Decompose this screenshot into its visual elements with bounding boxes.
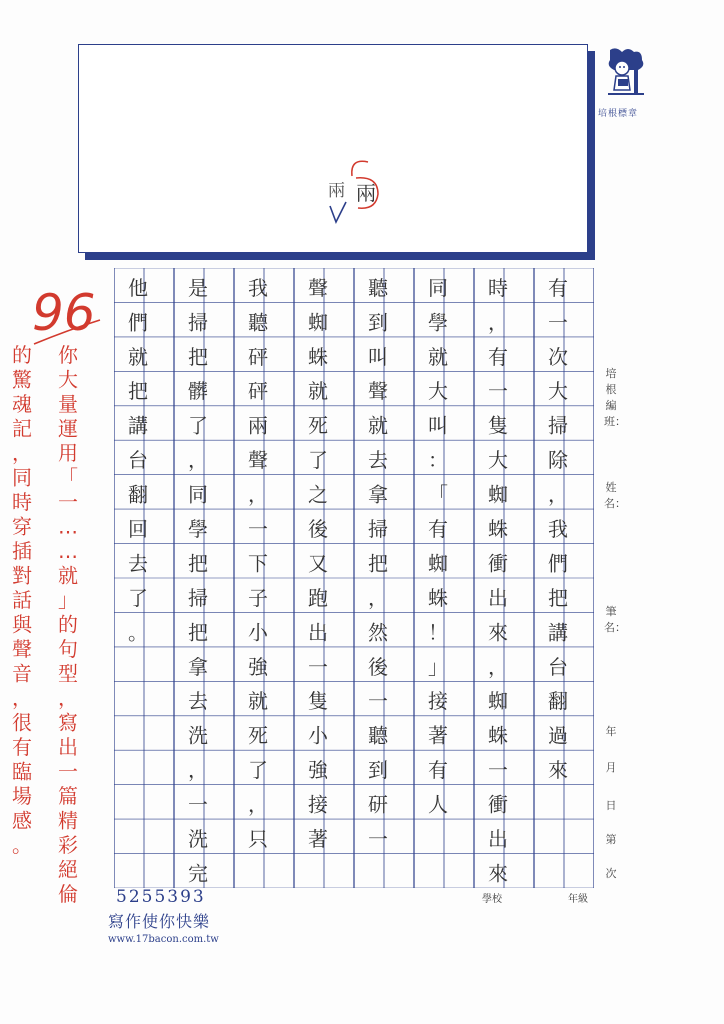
essay-char: 死 bbox=[248, 723, 268, 748]
comment-column bbox=[12, 343, 34, 857]
essay-char: 就 bbox=[128, 344, 148, 369]
essay-char: 他 bbox=[128, 275, 148, 300]
comment-char: 就 bbox=[58, 563, 78, 588]
logo-caption: 培根標章 bbox=[598, 109, 639, 119]
essay-char: 衝 bbox=[488, 792, 508, 817]
essay-char: 完 bbox=[188, 861, 208, 886]
essay-char: 聲 bbox=[368, 379, 388, 404]
comment-char: 句 bbox=[58, 637, 78, 661]
essay-char: 我 bbox=[548, 516, 568, 541]
essay-column bbox=[428, 276, 449, 817]
essay-char: 小 bbox=[308, 723, 328, 748]
essay-char: 一 bbox=[368, 689, 388, 714]
essay-char: 台 bbox=[548, 654, 568, 679]
essay-char: 叫 bbox=[428, 413, 448, 438]
essay-char: 了 bbox=[248, 758, 268, 783]
essay-char: 去 bbox=[188, 689, 208, 714]
comment-char: 運 bbox=[58, 416, 78, 441]
essay-char: 兩 bbox=[248, 413, 268, 438]
essay-char: 洗 bbox=[188, 723, 208, 748]
comment-char: 感 bbox=[12, 808, 32, 833]
date-label-times: 次 bbox=[605, 867, 617, 880]
essay-char: 時 bbox=[488, 275, 508, 300]
essay-char: 掃 bbox=[368, 516, 388, 541]
essay-char: 有 bbox=[428, 758, 448, 783]
essay-char: 髒 bbox=[188, 379, 208, 404]
essay-char: 蜘 bbox=[428, 551, 448, 576]
essay-char: 同 bbox=[428, 275, 448, 300]
essay-char: 只 bbox=[248, 826, 268, 851]
essay-char: 接 bbox=[428, 689, 448, 714]
essay-char: 大 bbox=[428, 379, 448, 404]
essay-char: 把 bbox=[188, 620, 208, 645]
essay-char: 蛛 bbox=[428, 585, 448, 610]
class-label: 培根編班： bbox=[604, 367, 626, 428]
essay-char: ， bbox=[368, 585, 388, 610]
essay-char: ， bbox=[548, 482, 568, 507]
essay-char: 來 bbox=[488, 620, 508, 645]
essay-char: 們 bbox=[548, 551, 568, 576]
essay-char: 出 bbox=[488, 585, 508, 610]
essay-char: 。 bbox=[128, 620, 148, 645]
essay-char: 講 bbox=[548, 620, 568, 645]
essay-char: 接 bbox=[308, 792, 328, 817]
comment-char: 驚 bbox=[12, 367, 32, 392]
essay-char: 有 bbox=[428, 516, 448, 541]
essay-char: ， bbox=[248, 482, 268, 507]
essay-char: ！ bbox=[428, 620, 448, 645]
title-correction bbox=[320, 150, 390, 240]
essay-char: 講 bbox=[128, 413, 148, 438]
essay-char: 除 bbox=[548, 448, 568, 473]
essay-char: 就 bbox=[308, 379, 328, 404]
essay-char: 學 bbox=[188, 516, 208, 541]
essay-char: ： bbox=[428, 448, 448, 473]
comment-char: 絕 bbox=[58, 857, 78, 882]
essay-char: 蛛 bbox=[488, 516, 508, 541]
footer-number: 5255393 bbox=[116, 887, 206, 907]
comment-char: 穿 bbox=[12, 514, 32, 539]
essay-char: 把 bbox=[548, 585, 568, 610]
essay-char: 聽 bbox=[248, 310, 268, 335]
essay-char: 一 bbox=[368, 826, 388, 851]
essay-char: 把 bbox=[188, 344, 208, 369]
comment-char: 插 bbox=[12, 539, 32, 563]
school-label: 學校 bbox=[482, 894, 502, 905]
footer-url: www.17bacon.com.tw bbox=[108, 934, 219, 945]
comment-char: 精 bbox=[58, 808, 78, 833]
comment-char: … bbox=[58, 539, 78, 563]
essay-char: 」 bbox=[428, 654, 448, 679]
comment-char: 與 bbox=[12, 612, 32, 637]
essay-char: 把 bbox=[368, 551, 388, 576]
essay-char: ， bbox=[188, 448, 208, 473]
comment-char: 量 bbox=[58, 392, 78, 416]
essay-char: 台 bbox=[128, 448, 148, 473]
essay-char: ， bbox=[188, 758, 208, 783]
essay-char: 聲 bbox=[308, 275, 328, 300]
essay-column bbox=[248, 276, 269, 851]
boy-reading-tree-logo bbox=[604, 46, 648, 102]
essay-column bbox=[368, 276, 389, 851]
essay-char: 後 bbox=[308, 516, 328, 541]
comment-char: 彩 bbox=[58, 833, 78, 857]
essay-char: 我 bbox=[248, 275, 268, 300]
comment-char: ， bbox=[58, 686, 78, 710]
title-corrected: 兩 bbox=[356, 181, 376, 205]
essay-char: 過 bbox=[548, 723, 568, 748]
comment-char: 。 bbox=[12, 833, 32, 857]
comment-char: 寫 bbox=[58, 710, 78, 735]
essay-char: 砰 bbox=[248, 344, 268, 369]
essay-char: 把 bbox=[128, 379, 148, 404]
comment-char: 大 bbox=[58, 367, 78, 392]
comment-char: ， bbox=[12, 441, 32, 465]
essay-char: 小 bbox=[248, 620, 268, 645]
essay-char: 一 bbox=[308, 654, 328, 679]
essay-char: 有 bbox=[548, 275, 568, 300]
essay-char: 死 bbox=[308, 413, 328, 438]
comment-char: 篇 bbox=[58, 784, 78, 808]
essay-char: 一 bbox=[248, 516, 268, 541]
essay-char: 來 bbox=[488, 861, 508, 886]
comment-char: 「 bbox=[58, 465, 78, 490]
teacher-comment bbox=[2, 340, 92, 980]
footer-brand: 寫作使你快樂 bbox=[108, 912, 211, 931]
essay-column bbox=[188, 276, 208, 886]
essay-char: 著 bbox=[428, 723, 448, 748]
essay-char: 拿 bbox=[368, 482, 388, 507]
comment-char: 記 bbox=[12, 416, 32, 441]
essay-char: 把 bbox=[188, 551, 208, 576]
essay-char: 強 bbox=[248, 654, 268, 679]
essay-char: ， bbox=[248, 792, 268, 817]
comment-char: 話 bbox=[12, 588, 32, 612]
writing-grid bbox=[114, 268, 594, 888]
essay-char: 蜘 bbox=[308, 310, 328, 335]
essay-char: 掃 bbox=[548, 413, 568, 438]
essay-column bbox=[488, 276, 508, 886]
essay-char: 回 bbox=[128, 516, 148, 541]
essay-char: 之 bbox=[308, 482, 328, 507]
date-label-number: 第 bbox=[605, 833, 617, 846]
essay-char: 翻 bbox=[548, 689, 568, 714]
essay-char: 人 bbox=[428, 792, 448, 817]
essay-char: 聽 bbox=[368, 275, 388, 300]
essay-column bbox=[308, 276, 329, 851]
comment-char: 的 bbox=[58, 612, 78, 637]
essay-char: 聲 bbox=[248, 448, 268, 473]
comment-char: 聲 bbox=[12, 637, 32, 661]
comment-char: 一 bbox=[58, 490, 78, 514]
comment-char: … bbox=[58, 514, 78, 539]
essay-char: 就 bbox=[428, 344, 448, 369]
essay-char: 跑 bbox=[308, 585, 328, 610]
essay-char: 次 bbox=[548, 344, 568, 369]
essay-char: 掃 bbox=[188, 310, 208, 335]
essay-char: 同 bbox=[188, 482, 208, 507]
essay-char: 隻 bbox=[308, 689, 328, 714]
essay-char: 了 bbox=[308, 448, 328, 473]
date-label-month: 月 bbox=[605, 761, 617, 774]
essay-char: 研 bbox=[368, 792, 388, 817]
comment-char: 一 bbox=[58, 759, 78, 784]
name-label: 姓名： bbox=[604, 481, 626, 510]
essay-char: 到 bbox=[368, 310, 388, 335]
essay-char: 出 bbox=[308, 620, 328, 645]
comment-column bbox=[58, 343, 79, 906]
essay-char: 蛛 bbox=[488, 723, 508, 748]
essay-char: 下 bbox=[248, 551, 268, 576]
comment-char: 時 bbox=[12, 490, 32, 514]
essay-char: 就 bbox=[368, 413, 388, 438]
essay-char: ， bbox=[488, 654, 508, 679]
comment-char: 」 bbox=[58, 588, 78, 612]
essay-char: 們 bbox=[128, 310, 148, 335]
grade-label: 年級 bbox=[568, 894, 588, 905]
essay-char: 一 bbox=[188, 792, 208, 817]
comment-char: 出 bbox=[58, 735, 78, 759]
comment-char: 對 bbox=[12, 563, 32, 588]
essay-char: 來 bbox=[548, 758, 568, 783]
essay-char: 然 bbox=[368, 620, 388, 645]
comment-char: 很 bbox=[12, 710, 32, 735]
essay-char: 翻 bbox=[128, 482, 148, 507]
essay-char: 叫 bbox=[368, 344, 388, 369]
comment-char: 臨 bbox=[12, 759, 32, 784]
essay-char: 大 bbox=[548, 379, 568, 404]
comment-char: 同 bbox=[12, 465, 32, 490]
essay-char: 著 bbox=[308, 826, 328, 851]
comment-char: ， bbox=[12, 686, 32, 710]
essay-char: 去 bbox=[368, 448, 388, 473]
essay-char: 又 bbox=[308, 551, 328, 576]
essay-char: 去 bbox=[128, 551, 148, 576]
essay-char: 洗 bbox=[188, 826, 208, 851]
essay-char: 子 bbox=[248, 585, 268, 610]
essay-char: 「 bbox=[428, 482, 448, 507]
comment-char: 用 bbox=[58, 441, 78, 465]
comment-char: 倫 bbox=[58, 882, 78, 906]
comment-char: 型 bbox=[58, 661, 78, 686]
essay-char: 大 bbox=[488, 448, 508, 473]
essay-char: 了 bbox=[128, 585, 148, 610]
essay-char: 衝 bbox=[488, 551, 508, 576]
title-original: 兩 bbox=[328, 181, 345, 201]
essay-char: 聽 bbox=[368, 723, 388, 748]
grade-value: 96 bbox=[32, 284, 96, 342]
essay-char: 有 bbox=[488, 344, 508, 369]
essay-char: 到 bbox=[368, 758, 388, 783]
date-label-year: 年 bbox=[605, 725, 617, 738]
comment-char: 場 bbox=[12, 784, 32, 808]
essay-column bbox=[548, 276, 569, 782]
essay-char: 後 bbox=[368, 654, 388, 679]
essay-char: 拿 bbox=[188, 654, 208, 679]
comment-char: 音 bbox=[12, 661, 32, 686]
essay-char: 隻 bbox=[488, 413, 508, 438]
essay-char: 一 bbox=[488, 379, 508, 404]
comment-char: 的 bbox=[12, 343, 32, 367]
essay-char: 一 bbox=[488, 758, 508, 783]
essay-char: 砰 bbox=[248, 379, 268, 404]
pen-name-label: 筆名： bbox=[604, 605, 626, 634]
comment-char: 你 bbox=[58, 343, 78, 367]
essay-char: 學 bbox=[428, 310, 448, 335]
essay-char: 強 bbox=[308, 758, 328, 783]
essay-column bbox=[128, 276, 148, 644]
essay-char: 蜘 bbox=[488, 482, 508, 507]
essay-char: 蛛 bbox=[308, 344, 328, 369]
essay-char: 掃 bbox=[188, 585, 208, 610]
date-label-day: 日 bbox=[605, 799, 617, 812]
comment-char: 有 bbox=[12, 735, 32, 759]
essay-char: 一 bbox=[548, 310, 568, 335]
essay-char: 就 bbox=[248, 689, 268, 714]
comment-char: 魂 bbox=[12, 392, 32, 416]
essay-char: 出 bbox=[488, 826, 508, 851]
essay-char: ， bbox=[488, 310, 508, 335]
essay-char: 了 bbox=[188, 413, 208, 438]
essay-char: 蜘 bbox=[488, 689, 508, 714]
essay-char: 是 bbox=[188, 275, 208, 300]
